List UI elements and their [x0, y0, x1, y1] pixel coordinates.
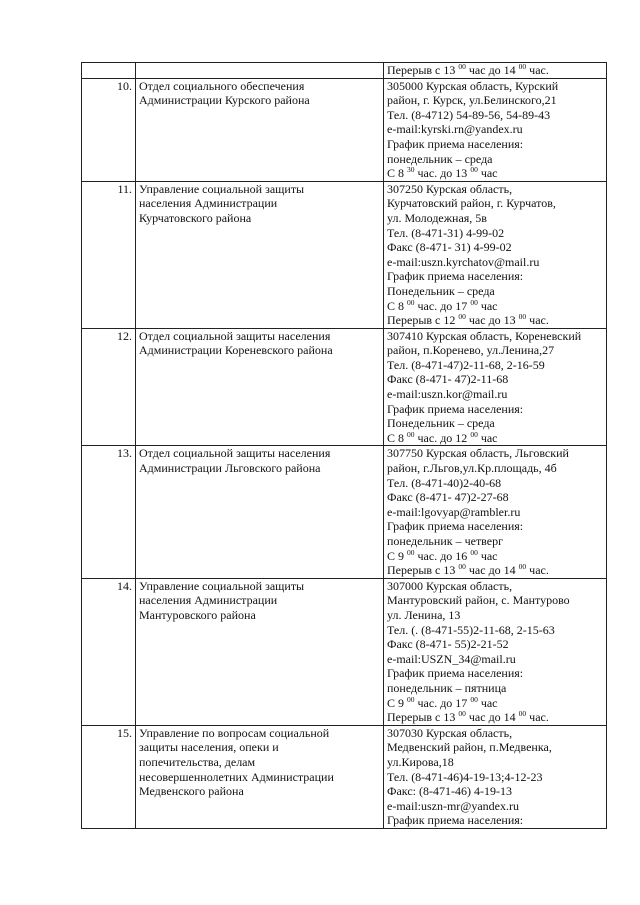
text-line — [387, 211, 603, 226]
text-run: час. — [526, 63, 549, 77]
address-cell-continued — [384, 63, 607, 79]
text-line — [387, 372, 603, 387]
organization-name — [136, 725, 384, 828]
org-cell-empty — [136, 63, 384, 79]
text-run: Тел. (8-471-31) 4-99-02 — [387, 225, 505, 240]
text-line — [387, 666, 603, 681]
superscript-minutes: 00 — [518, 709, 527, 719]
text-run: 307030 Курская область, — [387, 725, 513, 740]
num-cell-empty — [82, 63, 136, 79]
text-run: час — [477, 166, 498, 181]
text-line — [387, 284, 603, 299]
text-run: час — [477, 298, 498, 313]
text-run: Медвенский район, п.Медвенка, — [387, 740, 552, 755]
text-line — [387, 681, 603, 696]
superscript-minutes: 00 — [458, 709, 466, 719]
text-run: График приема населения: — [387, 401, 524, 416]
text-line — [387, 79, 603, 94]
org-line: Управление социальной защиты — [139, 181, 305, 196]
table-row — [82, 578, 607, 725]
organization-name — [136, 446, 384, 578]
row-number: 14. — [82, 578, 136, 725]
text-run: ул. Молодежная, 5в — [387, 210, 487, 225]
text-line — [387, 696, 603, 711]
text-line — [387, 490, 603, 505]
superscript-minutes: 00 — [518, 62, 527, 71]
address-contacts — [384, 725, 607, 828]
text-run: Тел. (8-4712) 54-89-56, 54-89-43 — [387, 107, 551, 122]
text-run: Факс (8-471- 47)2-11-68 — [387, 372, 509, 387]
text-line — [387, 416, 603, 431]
text-run: 307410 Курская область, Кореневский — [387, 328, 582, 343]
text-run: График приема населения: — [387, 813, 524, 828]
org-line: Отдел социального обеспечения — [139, 78, 305, 93]
superscript-minutes: 00 — [458, 562, 466, 572]
text-run: час. до 16 — [414, 548, 471, 563]
org-line: несовершеннолетних Администрации — [139, 769, 334, 784]
text-run: Факс (8-471- 47)2-27-68 — [387, 490, 509, 505]
text-line — [387, 549, 603, 564]
text-run: район, п.Коренево, ул.Ленина,27 — [387, 343, 555, 358]
superscript-minutes: 00 — [458, 62, 466, 71]
row-number: 12. — [82, 328, 136, 446]
text-line — [387, 755, 603, 770]
text-run: час. до 17 — [414, 298, 471, 313]
superscript-minutes: 00 — [518, 562, 527, 572]
text-run: Тел. (8-471-46)4-19-13;4-12-23 — [387, 769, 543, 784]
superscript-minutes: 00 — [470, 165, 478, 175]
superscript-minutes: 00 — [470, 429, 478, 439]
text-run: час до 14 — [465, 710, 519, 725]
text-run: Тел. (8-471-40)2-40-68 — [387, 475, 502, 490]
org-line: Администрации Курского района — [139, 93, 310, 108]
text-run: район, г. Курск, ул.Белинского,21 — [387, 93, 557, 108]
text-run: Перерыв с 13 — [387, 710, 459, 725]
text-line — [387, 313, 603, 328]
text-line — [387, 152, 603, 167]
text-run: e-mail:USZN_34@mail.ru — [387, 651, 516, 666]
text-run: час до 13 — [465, 313, 519, 328]
org-line: Курчатовского района — [139, 210, 252, 225]
text-line — [387, 240, 603, 255]
text-run: С 8 — [387, 298, 408, 313]
text-line — [387, 519, 603, 534]
text-line — [387, 813, 603, 828]
text-run: понедельник – среда — [387, 151, 493, 166]
text-line — [387, 637, 603, 652]
text-line — [387, 593, 603, 608]
superscript-minutes: 00 — [470, 547, 478, 557]
address-contacts — [384, 78, 607, 181]
table-row — [82, 78, 607, 181]
text-run: час. до 12 — [414, 430, 471, 445]
address-contacts — [384, 181, 607, 328]
superscript-minutes: 00 — [407, 547, 415, 557]
text-run: Перерыв с 13 — [387, 563, 459, 578]
superscript-minutes: 00 — [458, 312, 466, 322]
text-line — [387, 122, 603, 137]
text-run: С 8 — [387, 166, 408, 181]
text-line — [387, 770, 603, 785]
text-line — [387, 461, 603, 476]
text-line — [387, 726, 603, 741]
text-run: Курчатовский район, г. Курчатов, — [387, 196, 556, 211]
text-run: 307000 Курская область, — [387, 578, 513, 593]
address-contacts — [384, 446, 607, 578]
address-contacts — [384, 328, 607, 446]
address-contacts — [384, 578, 607, 725]
organization-name — [136, 328, 384, 446]
org-line: попечительства, делам — [139, 754, 256, 769]
text-run: час до 14 — [465, 563, 519, 578]
text-line — [387, 784, 603, 799]
text-run: Факс: (8-471-46) 4-19-13 — [387, 784, 512, 799]
text-run: e-mail:uszn.kyrchatov@mail.ru — [387, 254, 540, 269]
text-run: График приема населения: — [387, 666, 524, 681]
table-body — [82, 63, 607, 829]
text-run: час. до 13 — [414, 166, 471, 181]
org-line: Отдел социальной защиты населения — [139, 446, 331, 461]
superscript-minutes: 00 — [518, 312, 527, 322]
text-line — [387, 608, 603, 623]
text-line — [387, 534, 603, 549]
text-line — [387, 710, 603, 725]
text-run: час — [477, 430, 498, 445]
text-run: График приема населения: — [387, 519, 524, 534]
text-line — [387, 343, 603, 358]
text-run: Тел. (. (8-471-55)2-11-68, 2-15-63 — [387, 622, 555, 637]
text-line — [387, 563, 603, 578]
text-run: С 9 — [387, 695, 408, 710]
text-run: час. — [526, 313, 549, 328]
text-run: 305000 Курская область, Курский — [387, 78, 559, 93]
text-run: Понедельник – среда — [387, 416, 495, 431]
text-run: С 8 — [387, 430, 408, 445]
text-run: e-mail:lgovyap@rambler.ru — [387, 504, 521, 519]
continued-row — [82, 63, 607, 79]
org-line: Мантуровского района — [139, 607, 256, 622]
org-line: Медвенского района — [139, 784, 244, 799]
text-run: График приема населения: — [387, 269, 524, 284]
text-run: район, г.Льгов,ул.Кр.площадь, 4б — [387, 461, 557, 476]
table-row — [82, 181, 607, 328]
text-run: Факс (8-471- 55)2-21-52 — [387, 637, 509, 652]
text-line — [387, 166, 603, 181]
text-line — [387, 108, 603, 123]
superscript-minutes: 00 — [470, 297, 478, 307]
text-run: С 9 — [387, 548, 408, 563]
text-run: ул. Ленина, 13 — [387, 607, 461, 622]
org-line: Управление по вопросам социальной — [139, 725, 330, 740]
organization-name — [136, 78, 384, 181]
text-run: час — [477, 548, 498, 563]
text-run: e-mail:uszn.kor@mail.ru — [387, 387, 508, 402]
text-run: час — [477, 695, 498, 710]
superscript-minutes: 00 — [407, 429, 415, 439]
text-line — [387, 402, 603, 417]
org-line: Отдел социальной защиты населения — [139, 328, 331, 343]
text-run: e-mail:kyrski.rn@yandex.ru — [387, 122, 523, 137]
text-run: Тел. (8-471-47)2-11-68, 2-16-59 — [387, 357, 545, 372]
text-run: час. — [526, 563, 549, 578]
org-line: Управление социальной защиты — [139, 578, 305, 593]
text-run: 307250 Курская область, — [387, 181, 513, 196]
org-line: Администрации Кореневского района — [139, 343, 333, 358]
row-number: 11. — [82, 181, 136, 328]
org-line: Администрации Льговского района — [139, 461, 321, 476]
text-run: понедельник – четверг — [387, 534, 504, 548]
text-line — [387, 93, 603, 108]
text-line — [387, 799, 603, 814]
text-line — [387, 387, 603, 402]
org-line: защиты населения, опеки и — [139, 740, 279, 755]
text-run: e-mail:uszn-mr@yandex.ru — [387, 798, 520, 813]
text-run: 307750 Курская область, Льговский — [387, 446, 569, 461]
text-line — [387, 505, 603, 520]
text-run: Мантуровский район, с. Мантурово — [387, 593, 570, 608]
table-row — [82, 446, 607, 578]
text-run: Перерыв с 12 — [387, 313, 459, 328]
text-line — [387, 63, 603, 78]
text-line — [387, 476, 603, 491]
text-run: Факс (8-471- 31) 4-99-02 — [387, 240, 512, 255]
text-line — [387, 137, 603, 152]
text-line — [387, 196, 603, 211]
row-number: 13. — [82, 446, 136, 578]
row-number: 10. — [82, 78, 136, 181]
text-line — [387, 623, 603, 638]
text-line — [387, 431, 603, 446]
superscript-minutes: 00 — [407, 694, 415, 704]
superscript-minutes: 00 — [470, 694, 478, 704]
organization-name — [136, 181, 384, 328]
org-line: населения Администрации — [139, 593, 278, 608]
text-line — [387, 579, 603, 594]
text-line — [387, 226, 603, 241]
text-line — [387, 740, 603, 755]
organization-name — [136, 578, 384, 725]
text-run: ул.Кирова,18 — [387, 754, 454, 769]
social-protection-offices-table — [81, 62, 607, 829]
text-run: Понедельник – среда — [387, 283, 495, 298]
text-line — [387, 446, 603, 461]
table-row — [82, 328, 607, 446]
text-line — [387, 358, 603, 373]
text-line — [387, 652, 603, 667]
superscript-minutes: 00 — [407, 297, 415, 307]
text-run: час. — [526, 710, 549, 725]
superscript-minutes: 30 — [407, 165, 415, 175]
text-line — [387, 299, 603, 314]
text-run: понедельник – пятница — [387, 680, 507, 695]
text-run: Перерыв с 13 — [387, 63, 459, 77]
text-run: час. до 17 — [414, 695, 471, 710]
text-line — [387, 269, 603, 284]
text-line — [387, 182, 603, 197]
org-line: населения Администрации — [139, 196, 278, 211]
text-run: час до 14 — [465, 63, 519, 77]
text-line — [387, 329, 603, 344]
table-row — [82, 725, 607, 828]
row-number: 15. — [82, 725, 136, 828]
text-run: График приема населения: — [387, 136, 524, 151]
text-line — [387, 255, 603, 270]
